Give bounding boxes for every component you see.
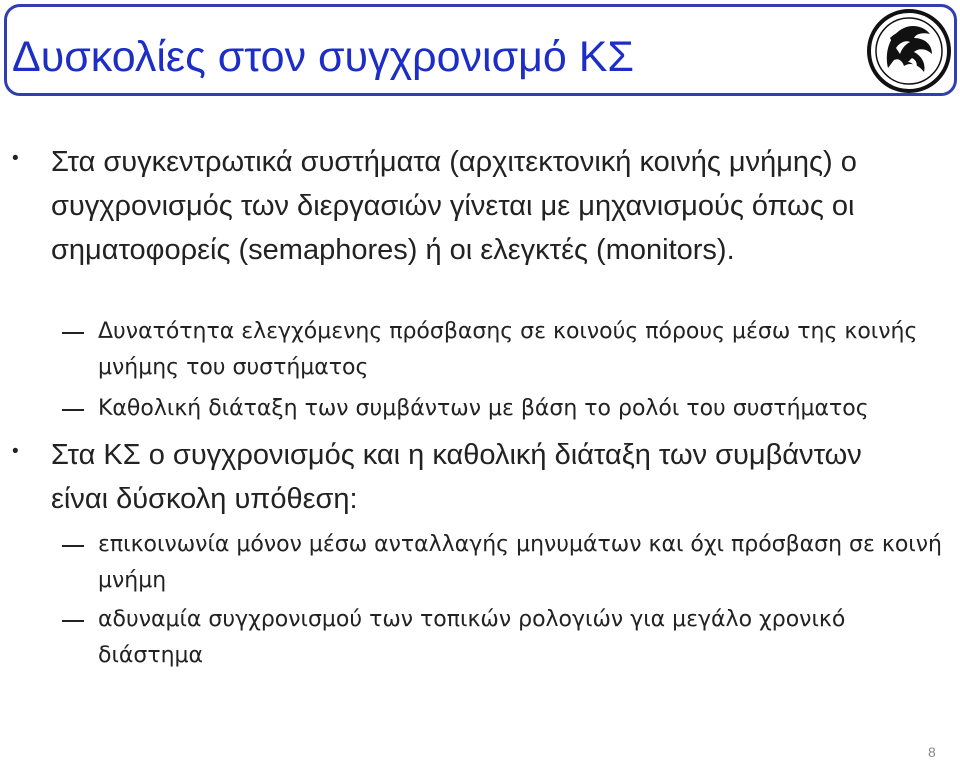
bullet-2-text: Στα ΚΣ ο συγχρονισμός και η καθολική διάταξη των συμβάντων είναι δύσκολη υπόθεση: bbox=[51, 439, 862, 515]
bullet-2-subitem-1: επικοινωνία μόνον μέσω ανταλλαγής μηνυμάτων και όχι πρόσβαση σε κοινή μνήμη bbox=[98, 532, 942, 593]
slide-title: Δυσκολίες στον συγχρονισμό ΚΣ bbox=[12, 33, 635, 81]
bullet-marker: • bbox=[12, 148, 19, 169]
dash-marker bbox=[62, 620, 84, 622]
dash-marker bbox=[62, 332, 84, 334]
dash-marker bbox=[62, 409, 84, 411]
bullet-1-subitem-1: Δυνατότητα ελεγχόμενης πρόσβασης σε κοινούς πόρους μέσω της κοινής μνήμης του συστήματος bbox=[98, 319, 918, 380]
bullet-marker: • bbox=[12, 441, 19, 462]
bullet-2-subitem-2: αδυναμία συγχρονισμού των τοπικών ρολογιών για μεγάλο χρονικό διάστημα bbox=[98, 607, 846, 668]
page-number: 8 bbox=[928, 744, 936, 760]
dash-marker bbox=[62, 545, 84, 547]
emblem-logo-icon bbox=[866, 8, 952, 94]
bullet-1-subitem-2: Καθολική διάταξη των συμβάντων με βάση το ρολόι του συστήματος bbox=[98, 396, 869, 421]
bullet-1-text: Στα συγκεντρωτικά συστήματα (αρχιτεκτονική κοινής μνήμης) ο συγχρονισμός των διεργασιών γίνεται με μηχανισμούς όπως οι σηματοφορείς (semaphores) ή οι ελεγκτές (monitors). bbox=[51, 146, 857, 266]
